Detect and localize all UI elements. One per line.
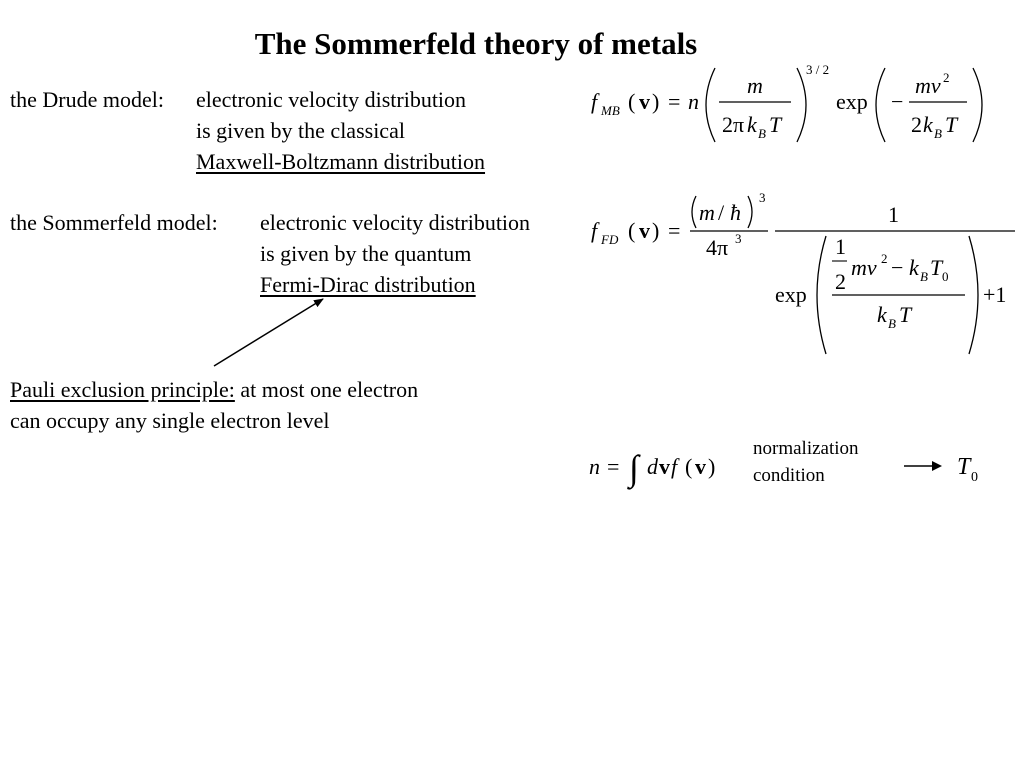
svg-text:2: 2 — [911, 112, 922, 137]
drude-line-3: Maxwell-Boltzmann distribution — [196, 149, 486, 174]
svg-text:n: n — [688, 89, 699, 114]
svg-text:k: k — [909, 255, 919, 280]
svg-text:B: B — [920, 269, 928, 284]
svg-text:=: = — [607, 454, 620, 479]
svg-text:m: m — [747, 73, 763, 98]
sommerfeld-line-2: is given by the quantum — [260, 241, 472, 266]
svg-text:v: v — [659, 454, 670, 479]
svg-text:3: 3 — [759, 190, 766, 205]
svg-text:mv: mv — [915, 73, 941, 98]
svg-text:T: T — [769, 112, 782, 137]
svg-text:v: v — [639, 218, 650, 243]
svg-text:(: ( — [628, 218, 636, 243]
svg-text:−: − — [891, 89, 904, 114]
sommerfeld-model-label: the Sommerfeld model: — [10, 210, 218, 235]
svg-text:/: / — [718, 200, 725, 225]
svg-text:k: k — [923, 112, 933, 137]
svg-text:1: 1 — [835, 234, 846, 259]
svg-text:MB: MB — [601, 103, 620, 118]
svg-text:=: = — [668, 89, 681, 114]
svg-text:0: 0 — [942, 269, 949, 284]
drude-model-label: the Drude model: — [10, 87, 164, 112]
drude-line-1: electronic velocity distribution — [196, 87, 467, 112]
svg-text:f: f — [671, 454, 678, 479]
svg-text:3 / 2: 3 / 2 — [806, 62, 830, 77]
normalization-line-1: normalization — [753, 438, 859, 459]
svg-text:ħ: ħ — [730, 200, 741, 225]
svg-text:+1: +1 — [983, 282, 1007, 307]
slide-title: The Sommerfeld theory of metals — [254, 26, 698, 61]
svg-text:4π: 4π — [706, 235, 729, 260]
pauli-line-1 — [10, 379, 418, 401]
maxwell-boltzmann-equation — [585, 60, 1005, 150]
pauli-line-1-rest: at most one electron — [240, 377, 419, 402]
svg-text:mv: mv — [851, 255, 877, 280]
sommerfeld-line-3: Fermi-Dirac distribution — [260, 272, 476, 297]
svg-text:0: 0 — [971, 470, 978, 485]
svg-text:exp: exp — [836, 89, 868, 114]
svg-text:m: m — [699, 200, 715, 225]
svg-text:1: 1 — [888, 202, 899, 227]
svg-text:2π: 2π — [722, 112, 745, 137]
fermi-dirac-equation — [585, 188, 1020, 360]
svg-text:(: ( — [628, 89, 636, 114]
svg-text:B: B — [888, 316, 896, 331]
svg-text:2: 2 — [835, 269, 846, 294]
svg-text:f: f — [591, 89, 598, 114]
svg-text:): ) — [652, 218, 660, 243]
svg-text:k: k — [877, 302, 887, 327]
svg-text:2: 2 — [881, 251, 888, 266]
svg-text:−: − — [891, 255, 904, 280]
arrow-head-icon — [932, 461, 942, 471]
normalization-line-2: condition — [753, 465, 825, 486]
svg-text:=: = — [668, 218, 681, 243]
svg-text:3: 3 — [735, 231, 742, 246]
svg-text:f: f — [591, 218, 598, 243]
svg-text:n: n — [589, 454, 600, 479]
svg-text:B: B — [934, 126, 942, 141]
svg-text:T: T — [930, 255, 943, 280]
drude-line-2: is given by the classical — [196, 118, 405, 143]
svg-text:exp: exp — [775, 282, 807, 307]
normalization-equation — [585, 440, 745, 500]
svg-text:T: T — [957, 454, 971, 480]
svg-text:): ) — [652, 89, 660, 114]
svg-text:T: T — [899, 302, 912, 327]
svg-text:): ) — [708, 454, 716, 479]
svg-text:(: ( — [685, 454, 693, 479]
normalization-arrow-result — [900, 450, 1000, 490]
svg-text:2: 2 — [943, 70, 950, 85]
svg-text:B: B — [758, 126, 766, 141]
svg-text:T: T — [945, 112, 958, 137]
svg-text:v: v — [695, 454, 706, 479]
svg-text:k: k — [747, 112, 757, 137]
svg-text:∫: ∫ — [629, 448, 639, 488]
pauli-principle-term: Pauli exclusion principle: — [10, 377, 235, 402]
svg-text:v: v — [639, 89, 650, 114]
svg-text:d: d — [647, 454, 658, 479]
svg-text:FD: FD — [601, 232, 619, 247]
sommerfeld-line-1: electronic velocity distribution — [260, 210, 531, 235]
pauli-line-2: can occupy any single electron level — [10, 408, 330, 433]
